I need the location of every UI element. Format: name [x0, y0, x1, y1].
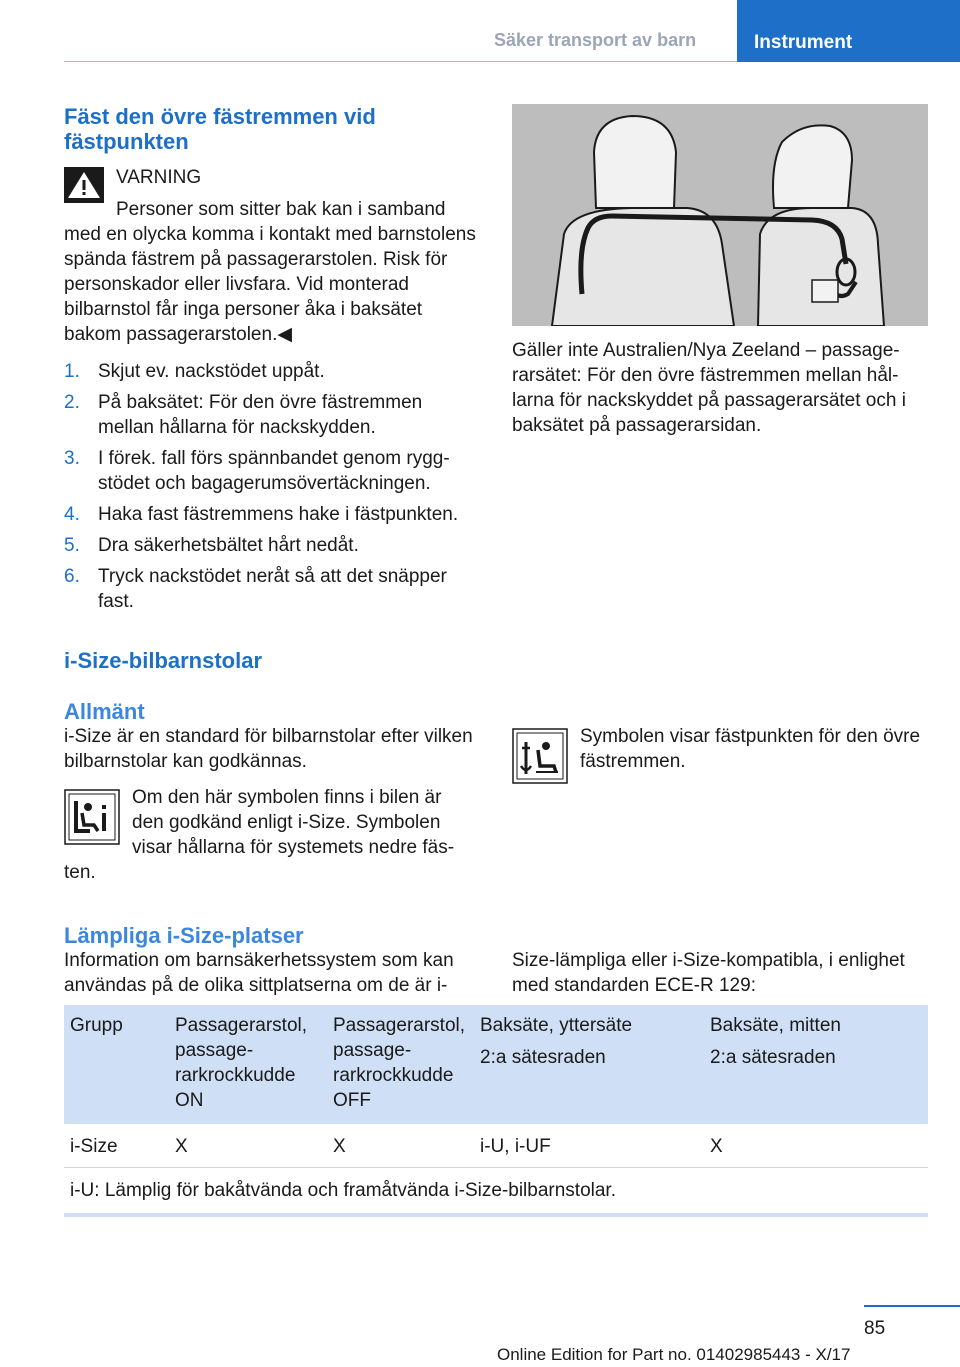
- page-header: [0, 0, 960, 62]
- header-text: Baksäte, yttersäte: [480, 1015, 633, 1036]
- warning-text: Personer som sitter bak kan i samband med en olycka komma i kontakt med barnstolens spända fästrem på passagerarstolen. Risk för personskador eller livsfara. Vid monterad bilbarnstol får inga personer åka i baksätet bakom passagerarstolen.◀: [64, 199, 476, 345]
- header-text: Grupp: [70, 1015, 123, 1036]
- list-item: [64, 446, 476, 496]
- isize-general-block: [64, 724, 476, 885]
- step-text: Haka fast fästremmens hake i fästpunkten.: [98, 504, 459, 525]
- list-item: [64, 359, 476, 384]
- header-rule: [64, 61, 737, 62]
- table-header-cell: [327, 1005, 474, 1124]
- warning-label: VARNING: [116, 167, 202, 188]
- table-header-cell: [169, 1005, 327, 1124]
- step-text: Dra säkerhetsbältet hårt nedåt.: [98, 535, 359, 556]
- header-chapter-tab[interactable]: Instrument: [737, 0, 960, 62]
- anchor-section-title: Fäst den övre fästremmen vid fästpunkten: [64, 104, 376, 154]
- table-row: [64, 1124, 928, 1168]
- list-item: [64, 533, 476, 558]
- table-cell: X: [169, 1124, 327, 1168]
- step-number: 5.: [64, 535, 80, 556]
- left-column-anchor: [64, 104, 476, 620]
- isize-tether-symbol-block: [512, 724, 928, 788]
- table-header-cell: [64, 1005, 169, 1124]
- step-number: 6.: [64, 566, 80, 587]
- header-subtext: 2:a sätesraden: [710, 1047, 836, 1068]
- step-text: På baksätet: För den övre fästremmen mellan hållarna för nackskydden.: [98, 392, 423, 438]
- isize-general-title: Allmänt: [64, 699, 145, 724]
- header-subtext: 2:a sätesraden: [480, 1047, 606, 1068]
- isize-symbol-text: Om den här symbolen finns i bilen är den godkänd enligt i-Size. Symbolen visar hållarna för systemets nedre fästen.: [64, 787, 455, 883]
- figure-caption: Gäller inte Australien/Nya Zeeland – passagerarsätet: För den övre fästremmen mellan hållarna för nackskyddet på passagerarsätet och i baksätet på passagerarsidan.: [512, 340, 906, 436]
- table-header-cell: [474, 1005, 704, 1124]
- list-item: [64, 390, 476, 440]
- headrest-tether-illustration: [512, 104, 928, 326]
- step-number: 4.: [64, 504, 80, 525]
- step-text: I förek. fall förs spännbandet genom ryggstödet och bagagerumsövertäckningen.: [98, 448, 450, 494]
- footer-rule: [864, 1305, 960, 1307]
- isize-section-title: i-Size-bilbarnstolar: [64, 648, 263, 673]
- table-header-cell: [704, 1005, 928, 1124]
- suitable-text-right: Size-lämpliga eller i-Size-kompatibla, i enlighet med standarden ECE-R 129:: [512, 950, 905, 996]
- table-cell: i-Size: [64, 1124, 169, 1168]
- edition-footer: Online Edition for Part no. 01402985443 - X/17: [497, 1345, 851, 1364]
- step-text: Tryck nackstödet neråt så att det snäpper fast.: [98, 566, 447, 612]
- isize-symbol-block: [64, 785, 476, 885]
- step-text: Skjut ev. nackstödet uppåt.: [98, 361, 325, 382]
- step-list: [64, 359, 476, 614]
- warning-block: [64, 165, 476, 347]
- header-text: Passagerarstol, passagerarkrockkudde ON: [175, 1015, 308, 1111]
- header-section-title: Säker transport av barn: [494, 30, 697, 50]
- step-number: 2.: [64, 392, 80, 413]
- page-number: 85: [864, 1318, 886, 1339]
- table-header-row: [64, 1005, 928, 1124]
- warning-triangle-icon: [64, 167, 104, 203]
- suitable-text-left: Information om barnsäkerhetssystem som kan användas på de olika sittplatserna om de är i-: [64, 950, 454, 996]
- suitable-positions-title: Lämpliga i-Size-platser: [64, 923, 304, 948]
- tether-symbol-text: Symbolen visar fästpunkten för den övre fästremmen.: [580, 726, 921, 772]
- table-cell: X: [327, 1124, 474, 1168]
- list-item: [64, 502, 476, 527]
- isize-general-text: i-Size är en standard för bilbarnstolar efter vilken bilbarnstolar kan godkännas.: [64, 726, 473, 772]
- table-cell: i-U, i-UF: [474, 1124, 704, 1168]
- step-number: 1.: [64, 361, 80, 382]
- list-item: [64, 564, 476, 614]
- header-text: Passagerarstol, passagerarkrockkudde OFF: [333, 1015, 466, 1111]
- header-text: Baksäte, mitten: [710, 1015, 841, 1036]
- step-number: 3.: [64, 448, 80, 469]
- table-cell: X: [704, 1124, 928, 1168]
- tether-anchor-symbol-icon: [512, 728, 568, 784]
- table-note-row: [64, 1168, 928, 1216]
- table-note: i-U: Lämplig för bakåtvända och framåtvända i-Size-bilbarnstolar.: [64, 1168, 928, 1216]
- isize-positions-table: [64, 1005, 928, 1217]
- isize-seat-symbol-icon: [64, 789, 120, 845]
